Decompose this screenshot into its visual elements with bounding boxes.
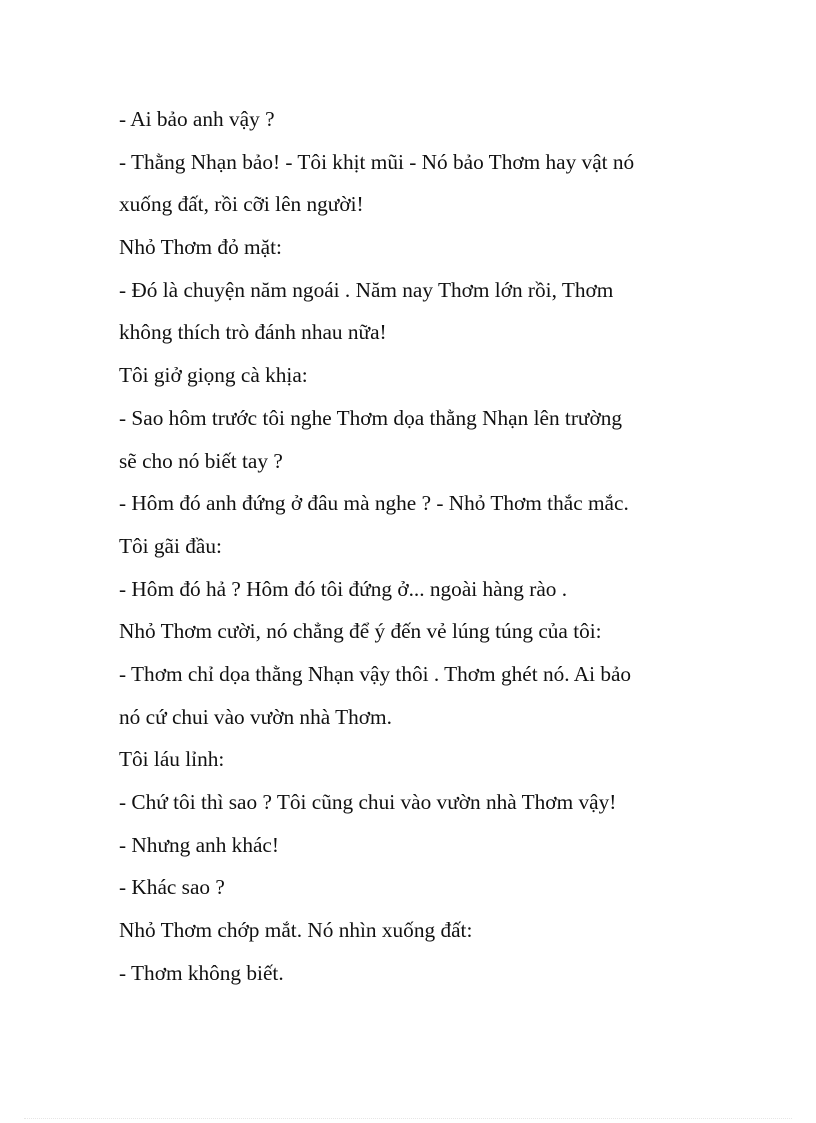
text-line: - Hôm đó anh đứng ở đâu mà nghe ? - Nhỏ Thơm thắc mắc. <box>119 491 629 516</box>
text-line: - Thơm không biết. <box>119 960 284 985</box>
text-line: - Đó là chuyện năm ngoái . Năm nay Thơm lớn rồi, Thơm <box>119 277 614 302</box>
text-line: - Chứ tôi thì sao ? Tôi cũng chui vào vườn nhà Thơm vậy! <box>119 790 617 814</box>
text-line: - Thằng Nhạn bảo! - Tôi khịt mũi - Nó bảo Thơm hay vật nó <box>119 149 635 174</box>
page-bottom-edge <box>24 1118 792 1119</box>
text-line: Tôi láu lỉnh: <box>119 747 225 772</box>
text-line: Tôi gãi đầu: <box>119 533 222 558</box>
text-line: - Thơm chỉ dọa thằng Nhạn vậy thôi . Thơm ghét nó. Ai bảo <box>119 661 632 686</box>
text-line: không thích trò đánh nhau nữa! <box>119 320 387 345</box>
text-line: - Nhưng anh khác! <box>119 832 279 857</box>
text-line: Nhỏ Thơm đỏ mặt: <box>119 235 282 260</box>
text-line: xuống đất, rồi cỡi lên người! <box>119 192 364 217</box>
text-line: Nhỏ Thơm cười, nó chẳng để ý đến vẻ lúng túng của tôi: <box>119 619 602 644</box>
text-line: sẽ cho nó biết tay ? <box>119 448 283 473</box>
text-line: - Sao hôm trước tôi nghe Thơm dọa thằng Nhạn lên trường <box>119 405 623 430</box>
text-line: - Hôm đó hả ? Hôm đó tôi đứng ở... ngoài hàng rào . <box>119 576 568 601</box>
text-line: - Ai bảo anh vậy ? <box>119 107 275 131</box>
document-body <box>119 98 719 994</box>
text-line: Nhỏ Thơm chớp mắt. Nó nhìn xuống đất: <box>119 918 473 943</box>
text-line: nó cứ chui vào vườn nhà Thơm. <box>119 704 392 729</box>
text-line: - Khác sao ? <box>119 875 225 900</box>
text-line: Tôi giở giọng cà khịa: <box>119 363 308 388</box>
